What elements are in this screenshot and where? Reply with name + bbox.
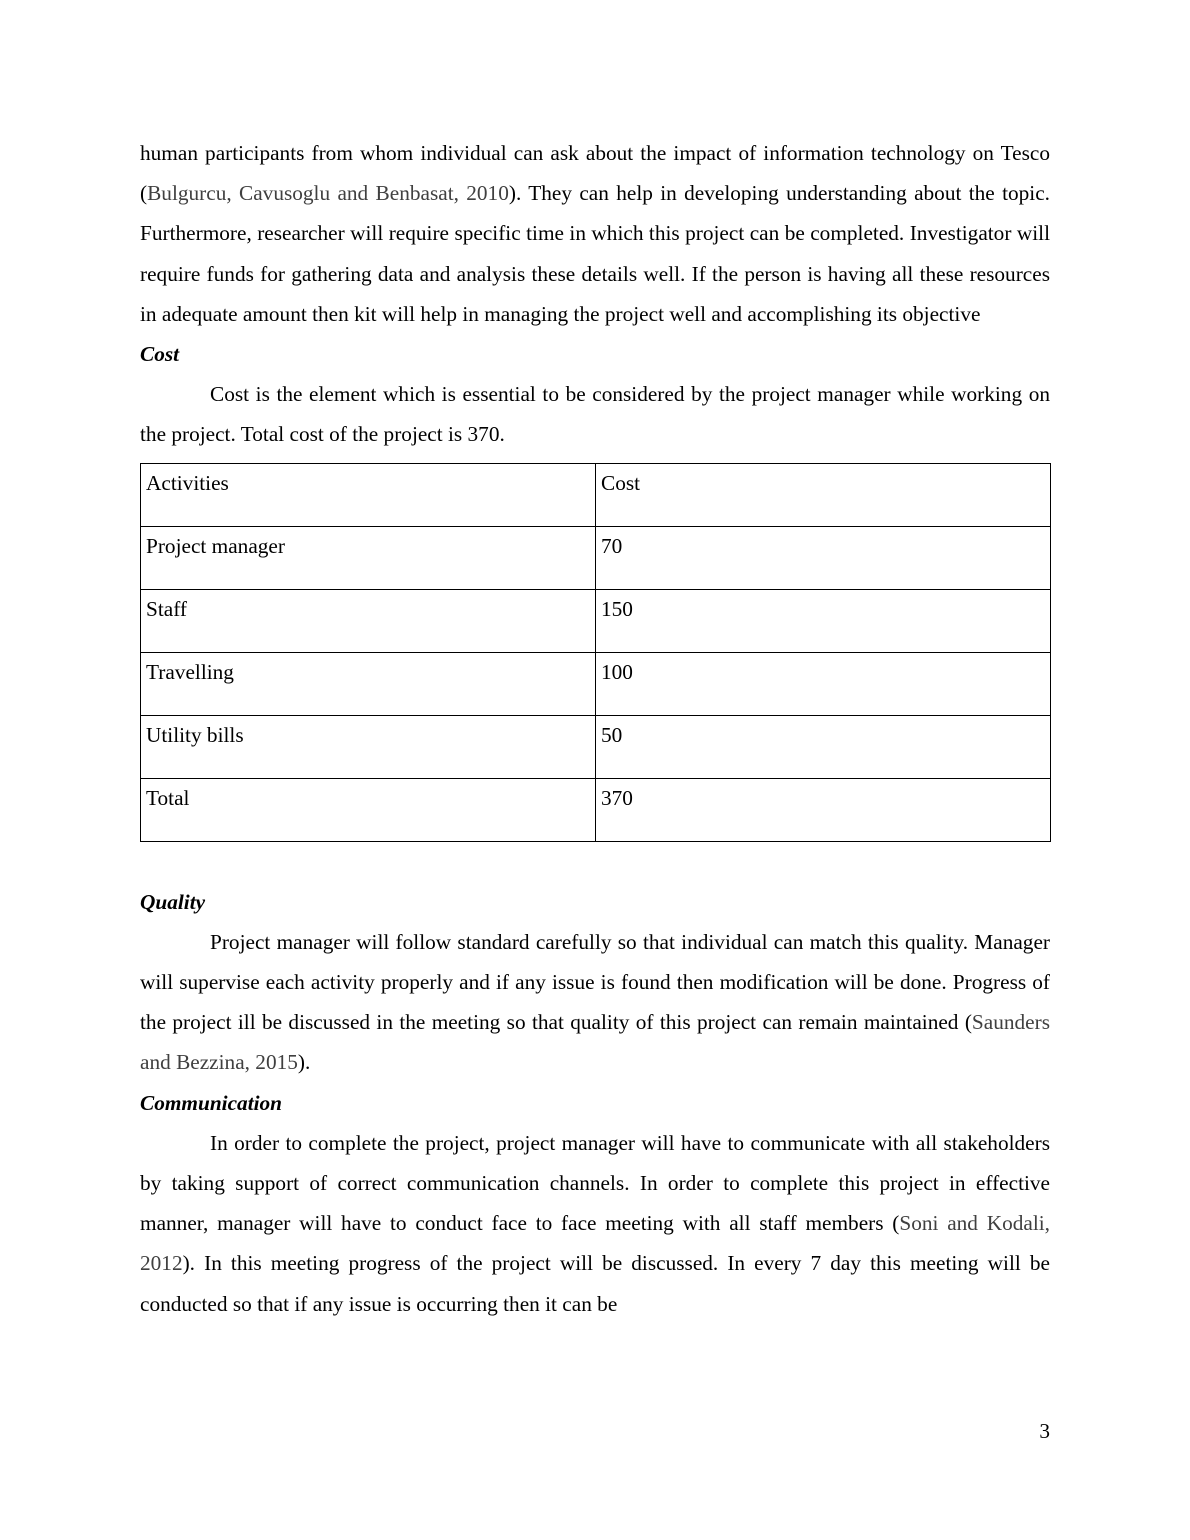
cost-paragraph: Cost is the element which is essential to be considered by the project manager while working on the project. Total cost of the project is 370.: [140, 382, 1050, 447]
row-activity: Staff: [141, 589, 596, 652]
quality-paragraph: [140, 922, 1050, 1083]
cost-heading: Cost: [140, 342, 180, 367]
row-cost: 100: [596, 652, 1051, 715]
table-row: [141, 715, 1051, 778]
quality-text-part2: ).: [297, 1050, 311, 1075]
table-header-row: [141, 463, 1051, 526]
communication-text-part2: ). In this meeting progress of the project will be discussed. In every 7 day this meeting will be conducted so that if any issue is occurring then it can be: [140, 1251, 1050, 1316]
table-row: [141, 589, 1051, 652]
quality-heading: Quality: [140, 889, 206, 914]
intro-paragraph: [140, 133, 1050, 334]
row-activity: Travelling: [141, 652, 596, 715]
citation-bulgurcu: Bulgurcu, Cavusoglu and Benbasat, 2010: [147, 181, 509, 206]
table-total-row: [141, 778, 1051, 841]
row-activity: Project manager: [141, 526, 596, 589]
page-number: 3: [1039, 1419, 1050, 1443]
intro-text-part2: ). They can help in developing understanding about the topic. Furthermore, researcher will require specific time in which this project can be completed. Investigator will require funds for gathering data and analysis these details well. If the person is having all these resources in adequate amount then kit will help in managing the project well and accomplishing its objective: [140, 181, 1050, 326]
row-cost: 70: [596, 526, 1051, 589]
citation-saunders: Saunders and Bezzina, 2015: [140, 1010, 1050, 1075]
communication-text-part1: In order to complete the project, project manager will have to communicate with all stakeholders by taking support of correct communication channels. In order to complete this project in effective manner, manager will have to conduct face to face meeting with all staff members (: [140, 1130, 1050, 1236]
spacer: [140, 842, 1050, 882]
row-cost: 370: [596, 778, 1051, 841]
communication-paragraph: [140, 1123, 1050, 1324]
intro-text-part1: human participants from whom individual can ask about the impact of information technology on Tesco (: [140, 141, 1050, 206]
row-cost: 50: [596, 715, 1051, 778]
header-activities: Activities: [141, 463, 596, 526]
row-cost: 150: [596, 589, 1051, 652]
row-activity: Total: [141, 778, 596, 841]
table-row: [141, 652, 1051, 715]
communication-heading: Communication: [140, 1090, 283, 1115]
document-page: [140, 133, 1050, 1324]
row-activity: Utility bills: [141, 715, 596, 778]
cost-table: [140, 463, 1051, 842]
table-row: [141, 526, 1051, 589]
quality-text-part1: Project manager will follow standard carefully so that individual can match this quality. Manager will supervise each activity properly and if any issue is found then modification will be done. Progress of the project ill be discussed in the meeting so that quality of this project can remain maintained (: [140, 929, 1050, 1035]
citation-soni: Soni and Kodali, 2012: [140, 1211, 1050, 1276]
header-cost: Cost: [596, 463, 1051, 526]
